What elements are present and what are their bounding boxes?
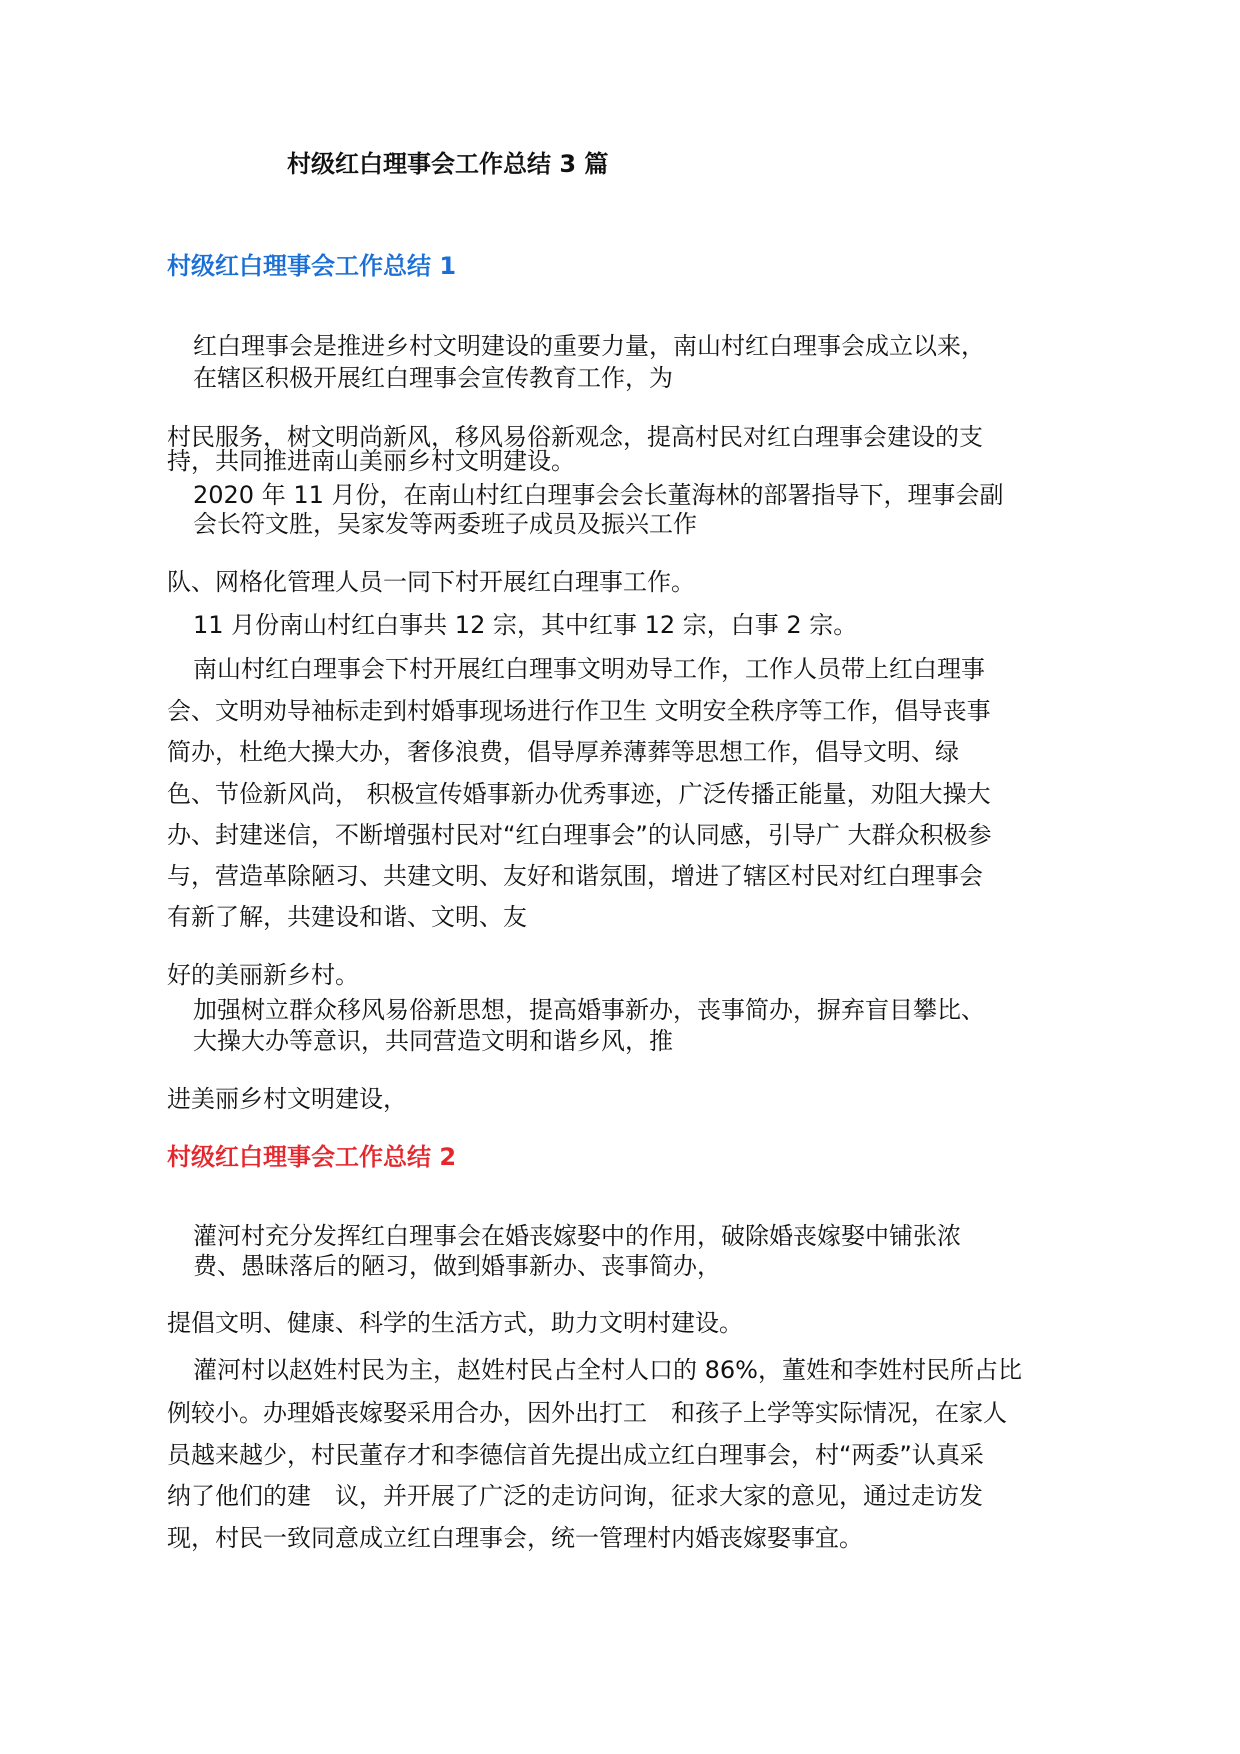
paragraph-line: 员越来越少，村民董存才和李德信首先提出成立红白理事会，村“两委”认真采 [167,1441,984,1469]
paragraph-line: 有新了解，共建设和谐、文明、友 [167,903,527,931]
paragraph-line: 灌河村以赵姓村民为主，赵姓村民占全村人口的 86%，董姓和李姓村民所占比 [193,1356,1022,1384]
paragraph-line: 大操大办等意识，共同营造文明和谐乡风，推 [193,1027,673,1055]
paragraph-line: 会、文明劝导袖标走到村婚事现场进行作卫生 文明安全秩序等工作，倡导丧事 [167,697,991,725]
paragraph-line: 村民服务，树文明尚新风，移风易俗新观念，提高村民对红白理事会建设的支 [167,423,983,451]
paragraph-line: 色、节俭新风尚， 积极宣传婚事新办优秀事迹，广泛传播正能量，劝阻大操大 [167,780,991,808]
paragraph-line: 办、封建迷信，不断增强村民对“红白理事会”的认同感，引导广 大群众积极参 [167,821,992,849]
paragraph-line: 费、愚昧落后的陋习，做到婚事新办、丧事简办， [193,1252,721,1280]
paragraph-line: 会长符文胜，吴家发等两委班子成员及振兴工作 [193,510,697,538]
document-title: 村级红白理事会工作总结 3 篇 [287,150,609,178]
paragraph-line: 南山村红白理事会下村开展红白理事文明劝导工作，工作人员带上红白理事 [193,655,985,683]
paragraph-line: 进美丽乡村文明建设， [167,1085,407,1113]
paragraph-line: 在辖区积极开展红白理事会宣传教育工作，为 [193,364,673,392]
paragraph-line: 例较小。办理婚丧嫁娶采用合办，因外出打工 和孩子上学等实际情况，在家人 [167,1399,1007,1427]
paragraph-line: 现，村民一致同意成立红白理事会，统一管理村内婚丧嫁娶事宜。 [167,1524,863,1552]
section-1-heading: 村级红白理事会工作总结 1 [167,252,457,280]
paragraph-line: 2020 年 11 月份，在南山村红白理事会会长董海林的部署指导下，理事会副 [193,481,1004,509]
paragraph-line: 与，营造革除陋习、共建文明、友好和谐氛围，增进了辖区村民对红白理事会 [167,862,983,890]
paragraph-line: 简办，杜绝大操大办，奢侈浪费，倡导厚养薄葬等思想工作，倡导文明、绿 [167,738,959,766]
paragraph-line: 加强树立群众移风易俗新思想，提高婚事新办，丧事简办，摒弃盲目攀比、 [193,996,985,1024]
paragraph-line: 队、网格化管理人员一同下村开展红白理事工作。 [167,568,695,596]
paragraph-line: 持，共同推进南山美丽乡村文明建设。 [167,447,575,475]
section-2-heading: 村级红白理事会工作总结 2 [167,1143,457,1171]
paragraph-line: 11 月份南山村红白事共 12 宗，其中红事 12 宗，白事 2 宗。 [193,611,858,639]
paragraph-line: 红白理事会是推进乡村文明建设的重要力量，南山村红白理事会成立以来， [193,332,985,360]
paragraph-line: 好的美丽新乡村。 [167,961,359,989]
paragraph-line: 灌河村充分发挥红白理事会在婚丧嫁娶中的作用，破除婚丧嫁娶中铺张浓 [193,1222,961,1250]
paragraph-line: 提倡文明、健康、科学的生活方式，助力文明村建设。 [167,1309,743,1337]
paragraph-line: 纳了他们的建 议，并开展了广泛的走访问询，征求大家的意见，通过走访发 [167,1482,983,1510]
